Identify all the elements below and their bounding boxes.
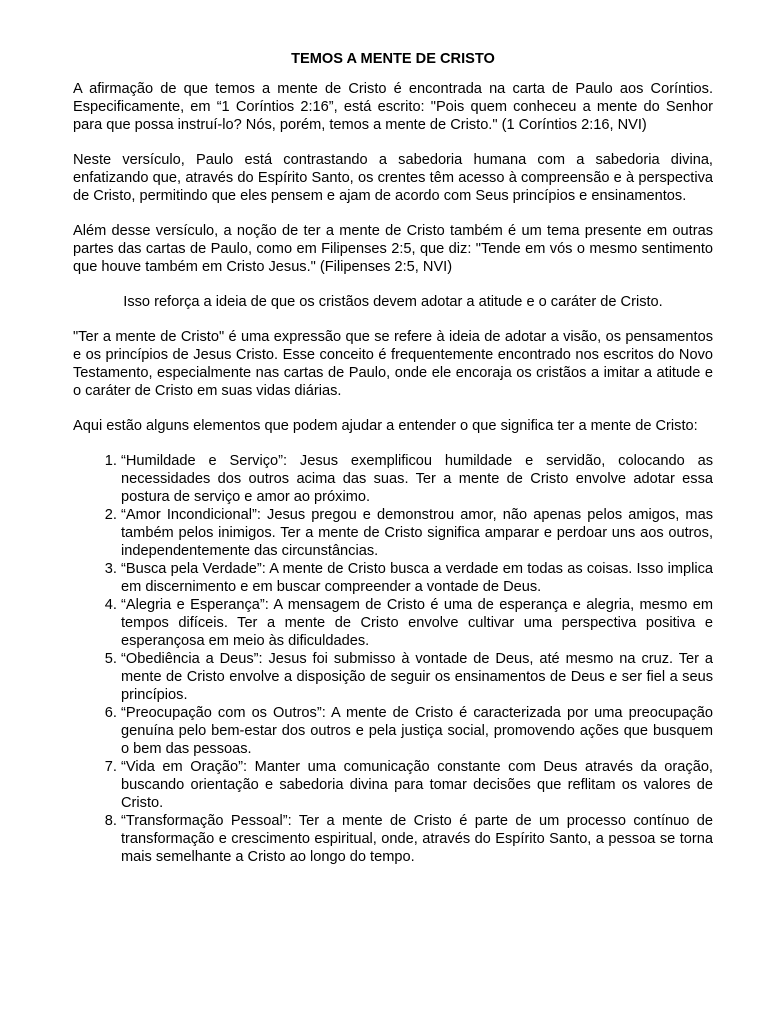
paragraph-explanation: Neste versículo, Paulo está contrastando a sabedoria humana com a sabedoria divina, enfatizando que, através do Espírito Santo, os crentes têm acesso à compreensão e à perspectiva de Cristo, permitindo que eles pensem e ajam de acordo com Seus princípios e ensinamentos.	[73, 152, 713, 204]
list-item: 6. “Preocupação com os Outros”: A mente de Cristo é caracterizada por uma preocupação genuína pelo bem-estar dos outros e pela justiça social, promovendo ações que busquem o bem das pessoas.	[121, 704, 713, 758]
paragraph-definition: "Ter a mente de Cristo" é uma expressão que se refere à ideia de adotar a visão, os pensamentos e os princípios de Jesus Cristo. Esse conceito é frequentemente encontrado nos escritos do Novo Testamento, especialmente nas cartas de Paulo, onde ele encoraja os cristãos a imitar a atitude e o caráter de Cristo em suas vidas diárias.	[73, 329, 713, 399]
elements-list	[73, 452, 713, 866]
list-item: 7. “Vida em Oração”: Manter uma comunicação constante com Deus através da oração, buscando orientação e sabedoria divina para tomar decisões que reflitam os valores de Cristo.	[121, 758, 713, 812]
paragraph-intro: A afirmação de que temos a mente de Cristo é encontrada na carta de Paulo aos Coríntios. Especificamente, em “1 Coríntios 2:16”, está escrito: "Pois quem conheceu a mente do Senhor para que possa instruí-lo? Nós, porém, temos a mente de Cristo." (1 Coríntios 2:16, NVI)	[73, 81, 713, 133]
paragraph-list-intro: Aqui estão alguns elementos que podem ajudar a entender o que significa ter a mente de Cristo:	[73, 418, 698, 434]
paragraph-philippians: Além desse versículo, a noção de ter a mente de Cristo também é um tema presente em outras partes das cartas de Paulo, como em Filipenses 2:5, que diz: "Tende em vós o mesmo sentimento que houve também em Cristo Jesus." (Filipenses 2:5, NVI)	[73, 223, 713, 275]
list-item: 3. “Busca pela Verdade”: A mente de Cristo busca a verdade em todas as coisas. Isso implica em discernimento e em buscar compreender a vontade de Deus.	[121, 560, 713, 596]
list-item: 1. “Humildade e Serviço”: Jesus exemplificou humildade e servidão, colocando as necessidades dos outros acima das suas. Ter a mente de Cristo envolve adotar essa postura de serviço e amor ao próximo.	[121, 452, 713, 506]
list-item: 5. “Obediência a Deus”: Jesus foi submisso à vontade de Deus, até mesmo na cruz. Ter a mente de Cristo envolve a disposição de seguir os ensinamentos de Deus e ser fiel a seus princípios.	[121, 650, 713, 704]
document-title: TEMOS A MENTE DE CRISTO	[291, 51, 495, 67]
list-item: 4. “Alegria e Esperança”: A mensagem de Cristo é uma de esperança e alegria, mesmo em tempos difíceis. Ter a mente de Cristo envolve cultivar uma perspectiva positiva e esperançosa em meio às dificuldades.	[121, 596, 713, 650]
document-page	[73, 50, 713, 866]
paragraph-reinforcement: Isso reforça a ideia de que os cristãos devem adotar a atitude e o caráter de Cristo.	[123, 294, 663, 310]
list-item: 8. “Transformação Pessoal”: Ter a mente de Cristo é parte de um processo contínuo de transformação e crescimento espiritual, onde, através do Espírito Santo, a pessoa se torna mais semelhante a Cristo ao longo do tempo.	[121, 812, 713, 866]
list-item: 2. “Amor Incondicional”: Jesus pregou e demonstrou amor, não apenas pelos amigos, mas também pelos inimigos. Ter a mente de Cristo significa amparar e perdoar uns aos outros, independentemente das circunstâncias.	[121, 506, 713, 560]
